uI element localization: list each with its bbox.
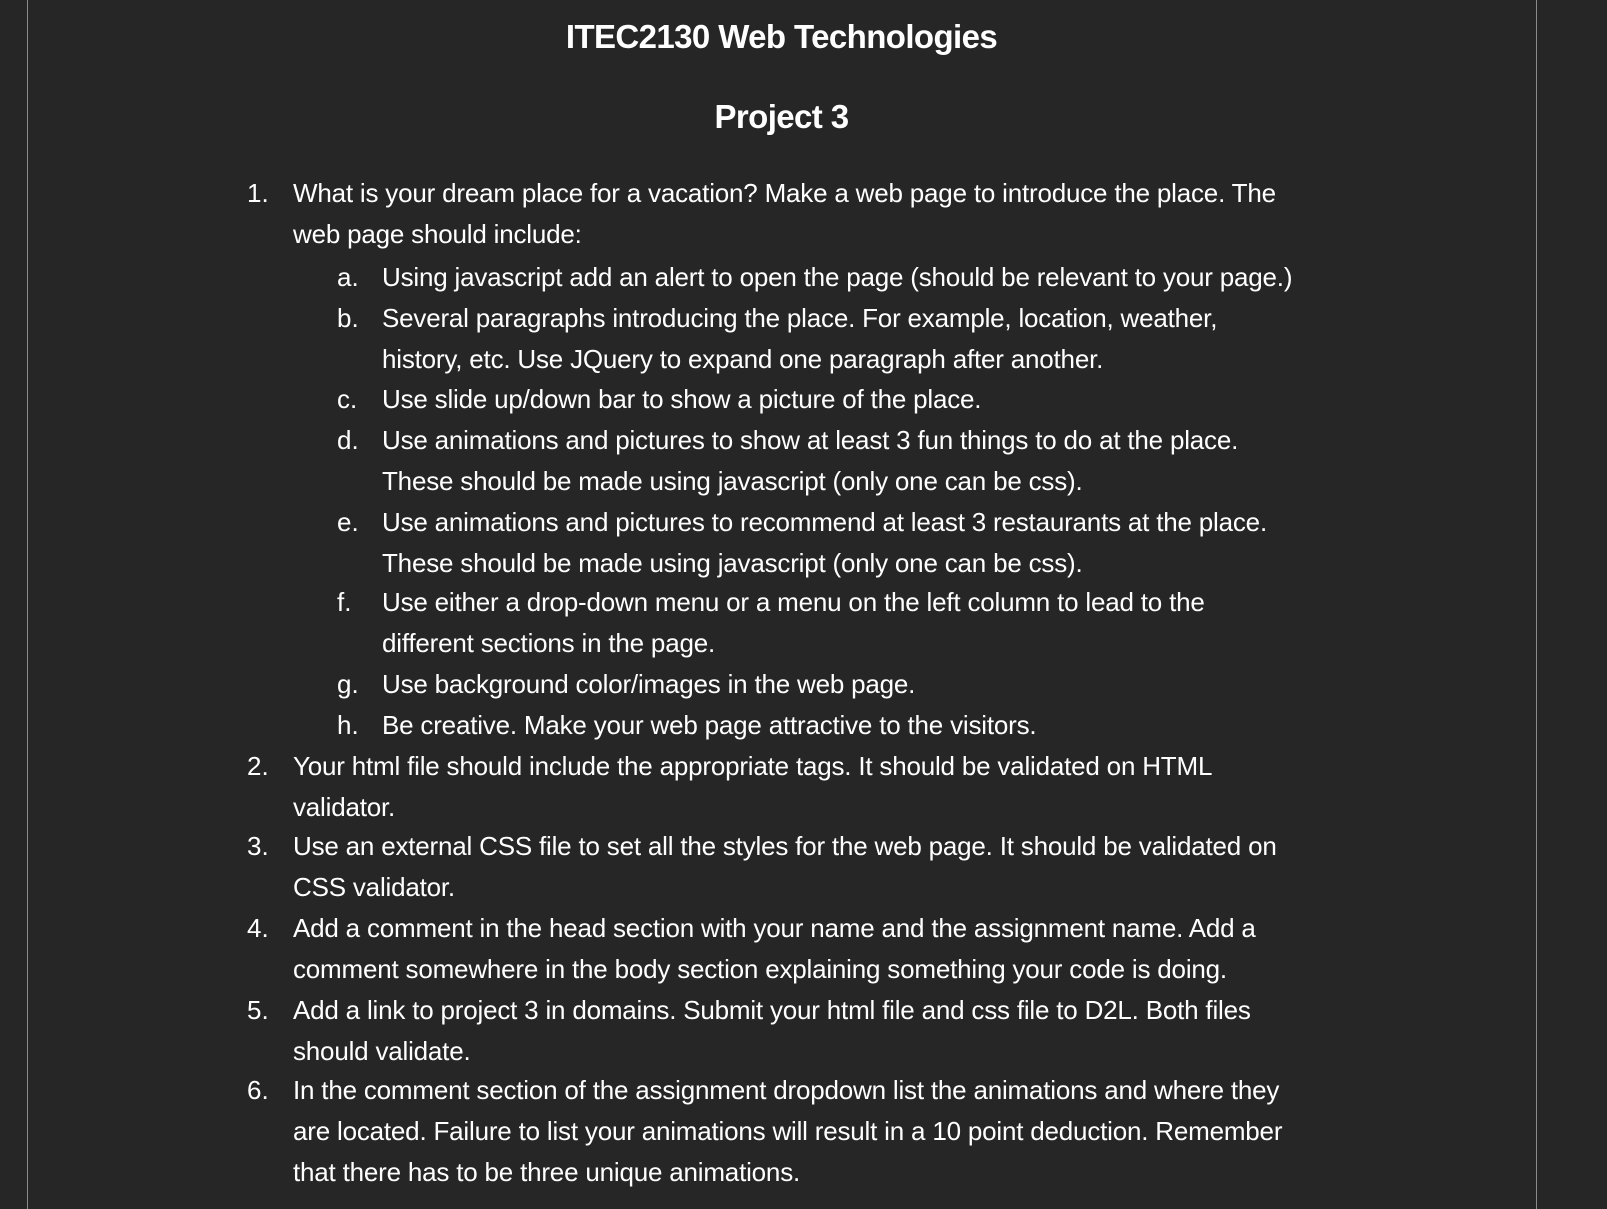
list-item-number: 5. xyxy=(247,995,269,1025)
sublist-item-letter: c. xyxy=(337,384,358,414)
list-item-number: 4. xyxy=(247,913,269,943)
list-item-line: Use an external CSS file to set all the styles for the web page. It should be validated on xyxy=(293,831,1277,861)
sublist-item-line: history, etc. Use JQuery to expand one paragraph after another. xyxy=(382,344,1104,374)
list-item-number: 3. xyxy=(247,831,269,861)
list-item-line: In the comment section of the assignment dropdown list the animations and where they xyxy=(293,1075,1280,1105)
sublist-item-line: These should be made using javascript (only one can be css). xyxy=(382,548,1083,578)
sublist-item-letter: g. xyxy=(337,669,359,699)
sublist-item-line: Use background color/images in the web page. xyxy=(382,669,916,699)
sublist-item-letter: d. xyxy=(337,425,359,455)
list-item-line: What is your dream place for a vacation? Make a web page to introduce the place. The xyxy=(293,178,1276,208)
list-item-line: Your html file should include the appropriate tags. It should be validated on HTML xyxy=(293,751,1213,781)
sublist-item-letter: f. xyxy=(337,587,352,617)
list-item-line: comment somewhere in the body section explaining something your code is doing. xyxy=(293,954,1227,984)
list-item-number: 1. xyxy=(247,178,269,208)
sublist-item-line: Be creative. Make your web page attractive to the visitors. xyxy=(382,710,1037,740)
sublist-item-line: different sections in the page. xyxy=(382,628,715,658)
list-item-line: Add a comment in the head section with your name and the assignment name. Add a xyxy=(293,913,1256,943)
sublist-item-line: Use animations and pictures to recommend at least 3 restaurants at the place. xyxy=(382,507,1267,537)
page-edge-left xyxy=(27,0,28,1209)
document-subtitle: Project 3 xyxy=(714,98,849,135)
sublist-item-line: Use slide up/down bar to show a picture of the place. xyxy=(382,384,982,414)
list-item-line: Add a link to project 3 in domains. Submit your html file and css file to D2L. Both files xyxy=(293,995,1251,1025)
sublist-item-line: Use animations and pictures to show at least 3 fun things to do at the place. xyxy=(382,425,1239,455)
sublist-item-line: Several paragraphs introducing the place. For example, location, weather, xyxy=(382,303,1218,333)
sublist-item-line: These should be made using javascript (only one can be css). xyxy=(382,466,1083,496)
list-item-number: 2. xyxy=(247,751,269,781)
document-title: ITEC2130 Web Technologies xyxy=(565,18,998,55)
sublist-item-letter: e. xyxy=(337,507,359,537)
list-item-line: validator. xyxy=(293,792,396,822)
sublist-item-letter: a. xyxy=(337,262,359,292)
list-item-number: 6. xyxy=(247,1075,269,1105)
list-item-line: should validate. xyxy=(293,1036,471,1066)
list-item-line: CSS validator. xyxy=(293,872,455,902)
sublist-item-line: Use either a drop-down menu or a menu on the left column to lead to the xyxy=(382,587,1205,617)
list-item-line: are located. Failure to list your animations will result in a 10 point deduction. Remember xyxy=(293,1116,1283,1146)
list-item-line: web page should include: xyxy=(293,219,582,249)
sublist-item-line: Using javascript add an alert to open the page (should be relevant to your page.) xyxy=(382,262,1293,292)
sublist-item-letter: h. xyxy=(337,710,359,740)
sublist-item-letter: b. xyxy=(337,303,359,333)
list-item-line: that there has to be three unique animations. xyxy=(293,1157,801,1187)
page-edge-right xyxy=(1536,0,1537,1209)
